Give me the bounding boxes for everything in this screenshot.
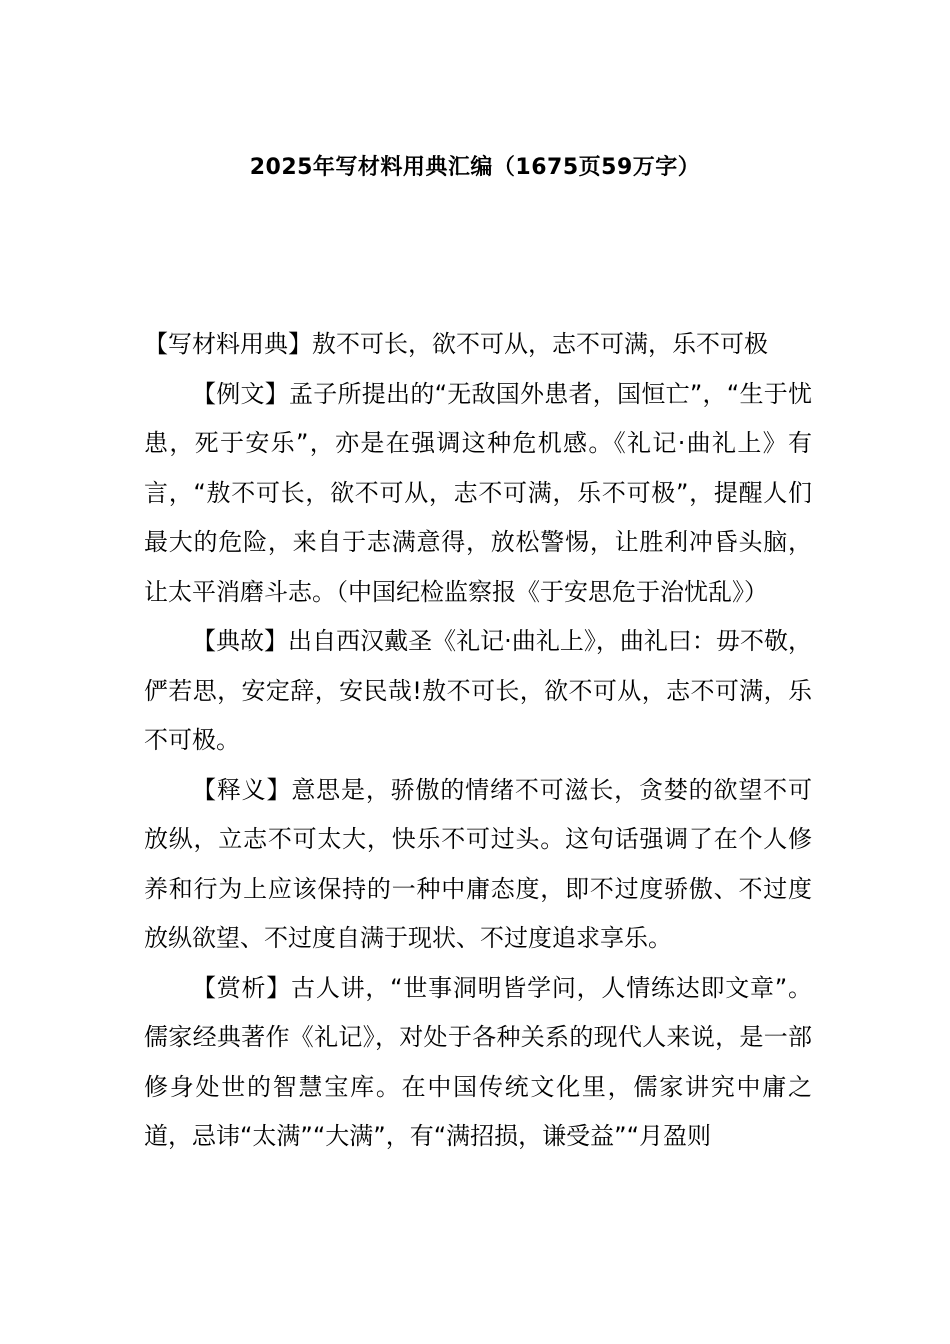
example-paragraph: 【例文】孟子所提出的“无敌国外患者，国恒亡”，“生于忧患，死于安乐”，亦是在强调这种危机感。《礼记·曲礼上》有言，“敖不可长，欲不可从，志不可满，乐不可极”，提醒人们最大的危险，来自于志满意得，放松警惕，让胜利冲昏头脑，让太平消磨斗志。（中国纪检监察报《于安思危于治忧乱》） (144, 379, 812, 606)
document-title: 2025年写材料用典汇编（1675页59万字） (249, 155, 701, 180)
appreciation-paragraph: 【赏析】古人讲，“世事洞明皆学问，人情练达即文章”。儒家经典著作《礼记》，对处于各种关系的现代人来说，是一部修身处世的智慧宝库。在中国传统文化里，儒家讲究中庸之道，忌讳“太满”“大满”，有“满招损，谦受益”“月盈则 (144, 973, 812, 1150)
allusion-paragraph: 【典故】出自西汉戴圣《礼记·曲礼上》，曲礼曰：毋不敬，俨若思，安定辞，安民哉!敖不可长，欲不可从，志不可满，乐不可极。 (144, 627, 812, 754)
meaning-paragraph: 【释义】意思是，骄傲的情绪不可滋长，贪婪的欲望不可放纵，立志不可太大，快乐不可过头。这句话强调了在个人修养和行为上应该保持的一种中庸态度，即不过度骄傲、不过度放纵欲望、不过度自满于现状、不过度追求享乐。 (144, 775, 812, 952)
document-body (144, 320, 812, 1162)
section-heading: 【写材料用典】敖不可长，欲不可从，志不可满，乐不可极 (144, 330, 768, 358)
